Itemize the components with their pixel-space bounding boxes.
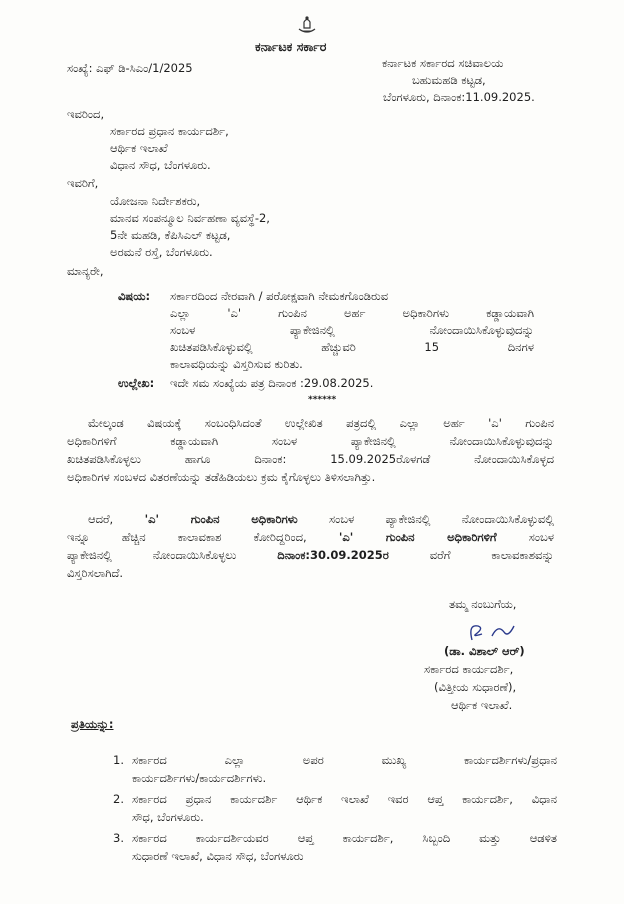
body-line: ಆದರೆ, 'ಎ' ಗುಂಪಿನ ಅಧಿಕಾರಿಗಳು ಸಂಬಳ ಪ್ಯಾಕೇಜಿನಲ್ಲಿ ನೋಂದಾಯಿಸಿಕೊಳ್ಳುವಲ್ಲಿ (88, 512, 554, 526)
copy-item-line: ಸುಧಾರಣೆ ಇಲಾಖೆ, ವಿಧಾನ ಸೌಧ, ಬೆಂಗಳೂರು (132, 849, 304, 863)
salutation: ಮಾನ್ಯರೇ, (67, 264, 104, 278)
reference-text: ಇದೇ ಸಮ ಸಂಖ್ಯೆಯ ಪತ್ರ ದಿನಾಂಕ :29.08.2025. (170, 376, 374, 390)
copy-item-line: ಕಾರ್ಯದರ್ಶಿಗಳು/ಕಾರ್ಯದರ್ಶಿಗಳು. (132, 771, 267, 785)
yours-faithfully: ತಮ್ಮ ನಂಬುಗೆಯ, (449, 597, 517, 611)
from-label: ಇವರಿಂದ, (67, 107, 105, 121)
signature (458, 618, 528, 646)
copy-item-line: ಸರ್ಕಾರದ ಕಾರ್ಯದರ್ಶಿಯವರ ಆಪ್ತ ಕಾರ್ಯದರ್ಶಿ, ಸಿಬ್ಬಂದಿ ಮತ್ತು ಆಡಳಿತ (132, 831, 557, 845)
subject-line: ಎಲ್ಲಾ 'ಎ' ಗುಂಪಿನ ಅರ್ಹ ಅಧಿಕಾರಿಗಳು ಕಡ್ಡಾಯವಾಗಿ (170, 306, 534, 320)
subject-line: ಸರ್ಕಾರದಿಂದ ನೇರವಾಗಿ / ಪರೋಕ್ಷವಾಗಿ ನೇಮಕಗೊಂಡಿರುವ (170, 289, 389, 303)
body-line: ಅಧಿಕಾರಿಗಳ ಸಂಬಳದ ವಿತರಣೆಯನ್ನು ತಡೆಹಿಡಿಯಲು ಕ್ರಮ ಕೈಗೊಳ್ಳಲು ತಿಳಿಸಲಾಗಿತ್ತು. (67, 470, 376, 484)
body-line: ಇನ್ನೂ ಹೆಚ್ಚಿನ ಕಾಲಾವಕಾಶ ಕೋರಿದ್ದರಿಂದ, 'ಎ' ಗುಂಪಿನ ಅಧಿಕಾರಿಗಳಿಗೆ ಸಂಬಳ (67, 530, 554, 544)
government-title: ಕರ್ನಾಟಕ ಸರ್ಕಾರ (255, 39, 327, 54)
body-line: ಪ್ಯಾಕೇಜಿನಲ್ಲಿ ನೋಂದಾಯಿಸಿಕೊಳ್ಳಲು ದಿನಾಂಕ:30.09.2025ರ ವರೆಗೆ ಕಾಲಾವಕಾಶವನ್ನು (67, 548, 554, 562)
subject-line: ಸಂಬಳ ಪ್ಯಾಕೇಜಿನಲ್ಲಿ ನೋಂದಾಯಿಸಿಕೊಳ್ಳುವುದನ್ನು (170, 323, 534, 337)
office-line-2: ಬಹುಮಹಡಿ ಕಟ್ಟಡ, (412, 73, 486, 87)
to-line: 5ನೇ ಮಹಡಿ, ಕೆಪಿಸಿಎಲ್ ಕಟ್ಟಡ, (110, 228, 231, 242)
subject-line: ಖಚಿತಪಡಿಸಿಕೊಳ್ಳುವಲ್ಲಿ ಹೆಚ್ಚುವರಿ 15 ದಿನಗಳ (170, 340, 534, 354)
body-line: ಮೇಲ್ಕಂಡ ವಿಷಯಕ್ಕೆ ಸಂಬಂಧಿಸಿದಂತೆ ಉಲ್ಲೇಖಿತ ಪತ್ರದಲ್ಲಿ ಎಲ್ಲಾ ಅರ್ಹ 'ಎ' ಗುಂಪಿನ (88, 416, 554, 430)
body-line: ಖಚಿತಪಡಿಸಿಕೊಳ್ಳಲು ಹಾಗೂ ದಿನಾಂಕ: 15.09.2025ರೊಳಗಡೆ ನೋಂದಾಯಿಸಿಕೊಳ್ಳದ (67, 452, 554, 466)
separator: ****** (308, 395, 337, 405)
reference-label: ಉಲ್ಲೇಖ: (118, 376, 155, 390)
body-line: ಅಧಿಕಾರಿಗಳಿಗೆ ಕಡ್ಡಾಯವಾಗಿ ಸಂಬಳ ಪ್ಯಾಕೇಜಿನಲ್ಲಿ ನೋಂದಾಯಿಸಿಕೊಳ್ಳುವುದನ್ನು (67, 434, 554, 448)
from-line: ಆರ್ಥಿಕ ಇಲಾಖೆ (110, 141, 168, 155)
copy-item-number: 2. (113, 792, 124, 806)
copy-item-line: ಸರ್ಕಾರದ ಎಲ್ಲಾ ಅಪರ ಮುಖ್ಯ ಕಾರ್ಯದರ್ಶಿಗಳು/ಪ್ರಧಾನ (132, 753, 557, 767)
from-line: ವಿಧಾನ ಸೌಧ, ಬೆಂಗಳೂರು. (110, 158, 211, 172)
to-line: ಯೋಜನಾ ನಿರ್ದೇಶಕರು, (110, 194, 201, 208)
signatory-designation: ಸರ್ಕಾರದ ಕಾರ್ಯದರ್ಶಿ, (424, 662, 514, 676)
copy-item-line: ಸರ್ಕಾರದ ಪ್ರಧಾನ ಕಾರ್ಯದರ್ಶಿ ಆರ್ಥಿಕ ಇಲಾಖೆ ಇವರ ಆಪ್ತ ಕಾರ್ಯದರ್ಶಿ, ವಿಧಾನ (132, 792, 557, 806)
copy-item-number: 1. (113, 753, 124, 767)
signatory-designation: (ವಿತ್ತೀಯ ಸುಧಾರಣೆ), (434, 680, 517, 694)
office-date: ಬೆಂಗಳೂರು, ದಿನಾಂಕ:11.09.2025. (383, 90, 535, 104)
file-number: ಸಂಖ್ಯೆ: ಎಫ್ ಡಿ-ಸಿಎಂ/1/2025 (67, 61, 193, 75)
copy-item-number: 3. (113, 831, 124, 845)
to-line: ಅರಮನೆ ರಸ್ತೆ, ಬೆಂಗಳೂರು. (110, 245, 213, 259)
to-label: ಇವರಿಗೆ, (67, 176, 99, 190)
copy-item-line: ಸೌಧ, ಬೆಂಗಳೂರು. (132, 810, 204, 824)
government-emblem-icon (296, 13, 318, 35)
copies-heading: ಪ್ರತಿಯನ್ನು: (71, 717, 114, 731)
office-line-1: ಕರ್ನಾಟಕ ಸರ್ಕಾರದ ಸಚಿವಾಲಯ (382, 56, 504, 70)
body-line: ವಿಸ್ತರಿಸಲಾಗಿದೆ. (67, 566, 124, 580)
signatory-department: ಆರ್ಥಿಕ ಇಲಾಖೆ. (451, 698, 513, 712)
to-line: ಮಾನವ ಸಂಪನ್ಮೂಲ ನಿರ್ವಹಣಾ ವ್ಯವಸ್ಥೆ-2, (110, 211, 270, 225)
from-line: ಸರ್ಕಾರದ ಪ್ರಧಾನ ಕಾರ್ಯದರ್ಶಿ, (110, 124, 229, 138)
signatory-name: (ಡಾ. ವಿಶಾಲ್ ಆರ್) (444, 644, 525, 658)
subject-line: ಕಾಲಾವಧಿಯನ್ನು ವಿಸ್ತರಿಸುವ ಕುರಿತು. (170, 357, 303, 371)
subject-label: ವಿಷಯ: (118, 289, 151, 303)
